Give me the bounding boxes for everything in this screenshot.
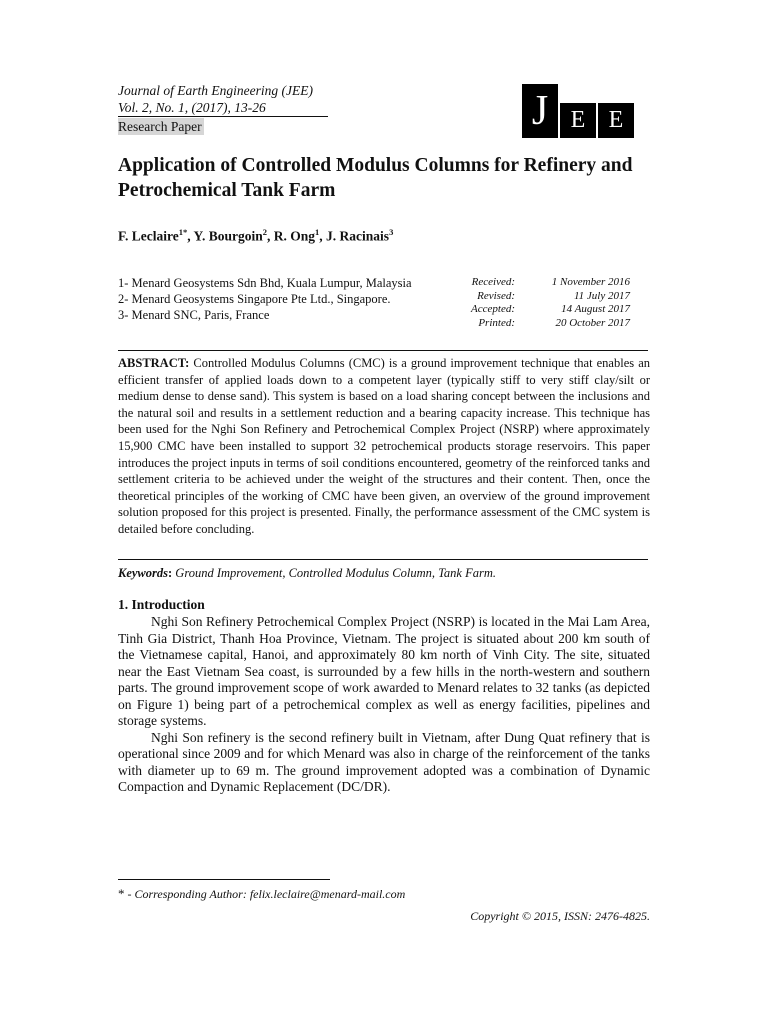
abstract-top-rule xyxy=(118,350,648,351)
keywords xyxy=(118,566,496,581)
affiliation-item: 1- Menard Geosystems Sdn Bhd, Kuala Lumpur, Malaysia xyxy=(118,276,412,290)
paragraph: Nghi Son Refinery Petrochemical Complex Project (NSRP) is located in the Mai Lam Area, Tinh Gia District, Thanh Hoa Province, Vietnam. The project is situated about 200 km south of the Vietnamese capital, Hanoi, and approximately 80 km north of Vinh City. The site, situated near the East Vietnam Sea coast, is surrounded by a few hills in the north-western and southern parts. The ground improvement scope of work awarded to Menard relates to 32 tanks (as depicted on Figure 1) being part of a petrochemical complex as well as energy facilities, pipelines and storage systems. xyxy=(118,614,650,728)
footnote-rule xyxy=(118,879,330,880)
date-row xyxy=(430,290,630,304)
keywords-label: Keywords xyxy=(118,566,168,580)
date-label: Accepted: xyxy=(471,303,515,315)
logo-letter-e2: E xyxy=(598,103,634,138)
affiliations xyxy=(118,275,412,323)
author-name: R. Ong xyxy=(273,228,316,244)
affiliation-item: 3- Menard SNC, Paris, France xyxy=(118,308,270,322)
date-value: 20 October 2017 xyxy=(555,316,630,329)
paper-type: Research Paper xyxy=(118,119,202,134)
author-name: F. Leclaire xyxy=(118,228,179,244)
logo-letter-j: J xyxy=(522,84,558,138)
author-name: Y. Bourgoin xyxy=(193,228,263,244)
article-dates xyxy=(430,276,630,330)
author-superscript: 1* xyxy=(178,227,188,237)
date-row xyxy=(430,276,630,290)
keywords-text: Ground Improvement, Controlled Modulus Column, Tank Farm. xyxy=(172,566,497,580)
author-list xyxy=(118,227,393,245)
keywords-colon: : xyxy=(168,566,173,580)
footnote xyxy=(118,886,405,902)
date-value: 1 November 2016 xyxy=(551,276,630,288)
abstract-bottom-rule xyxy=(118,559,648,560)
date-label: Printed: xyxy=(478,316,515,329)
footnote-star: * xyxy=(118,886,125,901)
date-label: Revised: xyxy=(477,289,515,302)
date-value: 11 July 2017 xyxy=(573,289,630,302)
date-row xyxy=(430,317,630,331)
journal-logo xyxy=(522,84,634,138)
journal-header xyxy=(118,82,328,135)
affiliation-item: 2- Menard Geosystems Singapore Pte Ltd., Singapore. xyxy=(118,292,391,306)
journal-name: Journal of Earth Engineering (JEE) xyxy=(118,83,313,98)
abstract xyxy=(118,355,650,538)
date-label: Received: xyxy=(471,276,515,288)
paper-title: Application of Controlled Modulus Columns for Refinery and Petrochemical Tank Farm xyxy=(118,155,633,201)
author-superscript: 2 xyxy=(262,227,268,237)
abstract-label: ABSTRACT: xyxy=(118,356,190,370)
author-separator: , xyxy=(319,228,327,244)
date-value: 14 August 2017 xyxy=(561,303,630,315)
logo-letter-e1: E xyxy=(560,103,596,138)
author-separator: , xyxy=(267,228,274,244)
copyright: Copyright © 2015, ISSN: 2476-4825. xyxy=(470,909,650,923)
author-name: J. Racinais xyxy=(326,228,390,244)
paragraph: Nghi Son refinery is the second refinery built in Vietnam, after Dung Quat refinery that is operational since 2009 and for which Menard was also in charge of the reinforcement of the tanks with diameter up to 69 m. The ground improvement adopted was a combination of Dynamic Compaction and Dynamic Replacement (DC/DR). xyxy=(118,729,650,794)
author-separator: , xyxy=(187,228,194,244)
section-body xyxy=(118,614,650,796)
author-superscript: 1 xyxy=(315,227,320,237)
abstract-text: Controlled Modulus Columns (CMC) is a ground improvement technique that enables an efficient transfer of applied loads down to a competent layer (typically stiff to very stiff clay/silt or medium dense to dense sand). This system is based on a load sharing concept between the inclusions and the natural soil and results in a settlement reduction and a bearing capacity increase. This technique has been used for the Nghi Son Refinery and Petrochemical Complex Project (NSRP) where approximately 15,900 CMC have been installed to support 32 petrochemical products storage reservoirs. This paper introduces the project inputs in terms of soil conditions encountered, geometry of the reinforced tanks and settlement criteria to be achieved under the weight of the structures and their content. Then, once the theoretical principles of the working of CMC have been given, an overview of the ground improvement solution proposed for this project is presented. Finally, the performance assessment of the CMC system is detailed before concluding. xyxy=(118,356,650,536)
footnote-text: - Corresponding Author: felix.leclaire@menard-mail.com xyxy=(124,887,406,901)
journal-volume: Vol. 2, No. 1, (2017), 13-26 xyxy=(118,99,328,117)
section-heading: 1. Introduction xyxy=(118,597,205,612)
author-superscript: 3 xyxy=(389,227,394,237)
date-row xyxy=(430,303,630,317)
